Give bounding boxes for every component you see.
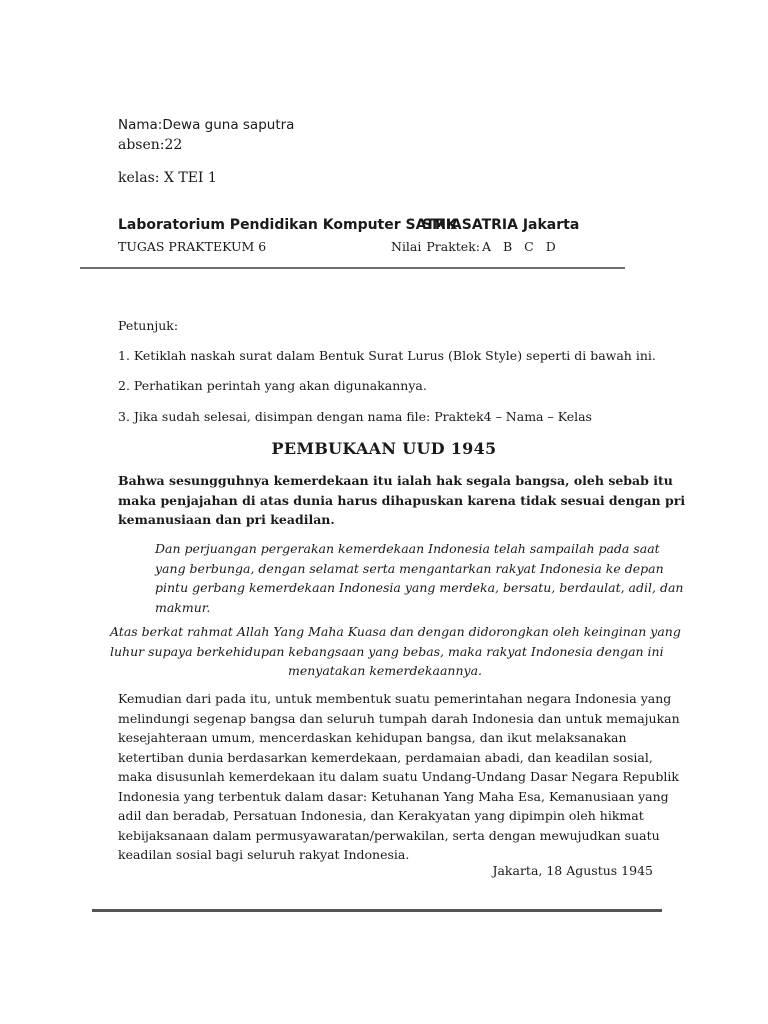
- student-class: kelas: X TEI 1: [118, 170, 217, 186]
- student-name: Nama:Dewa guna saputra: [118, 117, 295, 133]
- footer-divider: [92, 909, 662, 912]
- header-divider: [80, 267, 625, 269]
- instruction-step: 3. Jika sudah selesai, disimpan dengan nama file: Praktek4 – Nama – Kelas: [118, 409, 592, 424]
- instruction-step: 2. Perhatikan perintah yang akan digunakannya.: [118, 378, 427, 393]
- signature-date: Jakarta, 18 Agustus 1945: [492, 863, 653, 878]
- assignment-label: TUGAS PRAKTEKUM 6: [118, 239, 267, 254]
- text-line: ketertiban dunia berdasarkan kemerdekaan, perdamaian abadi, dan keadilan sosial,: [118, 749, 653, 765]
- grade-options: A B C D: [482, 239, 556, 254]
- text-line: menyatakan kemerdekaannya.: [287, 663, 482, 678]
- text-line: Atas berkat rahmat Allah Yang Maha Kuasa dan dengan didorongkan oleh keinginan yang: [110, 624, 681, 639]
- school-title: SMK SATRIA Jakarta: [422, 217, 580, 233]
- text-line: kesejahteraan umum, mencerdaskan kehidupan bangsa, dan ikut melaksanakan: [118, 730, 627, 745]
- text-line: keadilan sosial bagi seluruh rakyat Indonesia.: [118, 847, 410, 862]
- student-absen: absen:22: [118, 137, 183, 153]
- instructions-heading: Petunjuk:: [118, 318, 179, 333]
- paragraph-centered-italic: [110, 622, 681, 681]
- text-line: melindungi segenap bangsa dan seluruh tumpah darah Indonesia dan untuk memajukan: [118, 710, 680, 726]
- instruction-step: 1. Ketiklah naskah surat dalam Bentuk Surat Lurus (Blok Style) seperti di bawah ini.: [118, 348, 656, 363]
- text-line: Indonesia yang terbentuk dalam dasar: Ketuhanan Yang Maha Esa, Kemanusiaan yang: [118, 788, 669, 804]
- paragraph-indented-italic: [155, 539, 684, 617]
- paragraph-bold: [118, 471, 686, 530]
- text-line: kebijaksanaan dalam permusyawaratan/perwakilan, serta dengan mewujudkan suatu: [118, 827, 660, 843]
- text-line: yang berbunga, dengan selamat serta mengantarkan rakyat Indonesia ke depan: [155, 560, 664, 576]
- text-line: Dan perjuangan pergerakan kemerdekaan Indonesia telah sampailah pada saat: [155, 541, 660, 556]
- text-line: adil dan beradab, Persatuan Indonesia, dan Kerakyatan yang dipimpin oleh hikmat: [118, 808, 644, 823]
- text-line: makmur.: [155, 599, 211, 615]
- text-line: luhur supaya berkehidupan kebangsaan yang bebas, maka rakyat Indonesia dengan ini: [110, 643, 664, 659]
- lab-title: Laboratorium Pendidikan Komputer SATRIA: [118, 217, 462, 233]
- grade-label: Nilai Praktek:: [391, 239, 480, 254]
- text-line: Bahwa sesungguhnya kemerdekaan itu ialah hak segala bangsa, oleh sebab itu: [118, 473, 673, 488]
- text-line: pintu gerbang kemerdekaan Indonesia yang merdeka, bersatu, berdaulat, adil, dan: [155, 580, 684, 595]
- text-line: maka disusunlah kemerdekaan itu dalam suatu Undang-Undang Dasar Negara Republik: [118, 769, 679, 784]
- text-line: maka penjajahan di atas dunia harus dihapuskan karena tidak sesuai dengan pri: [118, 492, 686, 508]
- document-title: PEMBUKAAN UUD 1945: [271, 439, 497, 458]
- text-line: kemanusiaan dan pri keadilan.: [118, 512, 335, 527]
- paragraph-main: [118, 689, 680, 865]
- text-line: Kemudian dari pada itu, untuk membentuk suatu pemerintahan negara Indonesia yang: [118, 691, 672, 706]
